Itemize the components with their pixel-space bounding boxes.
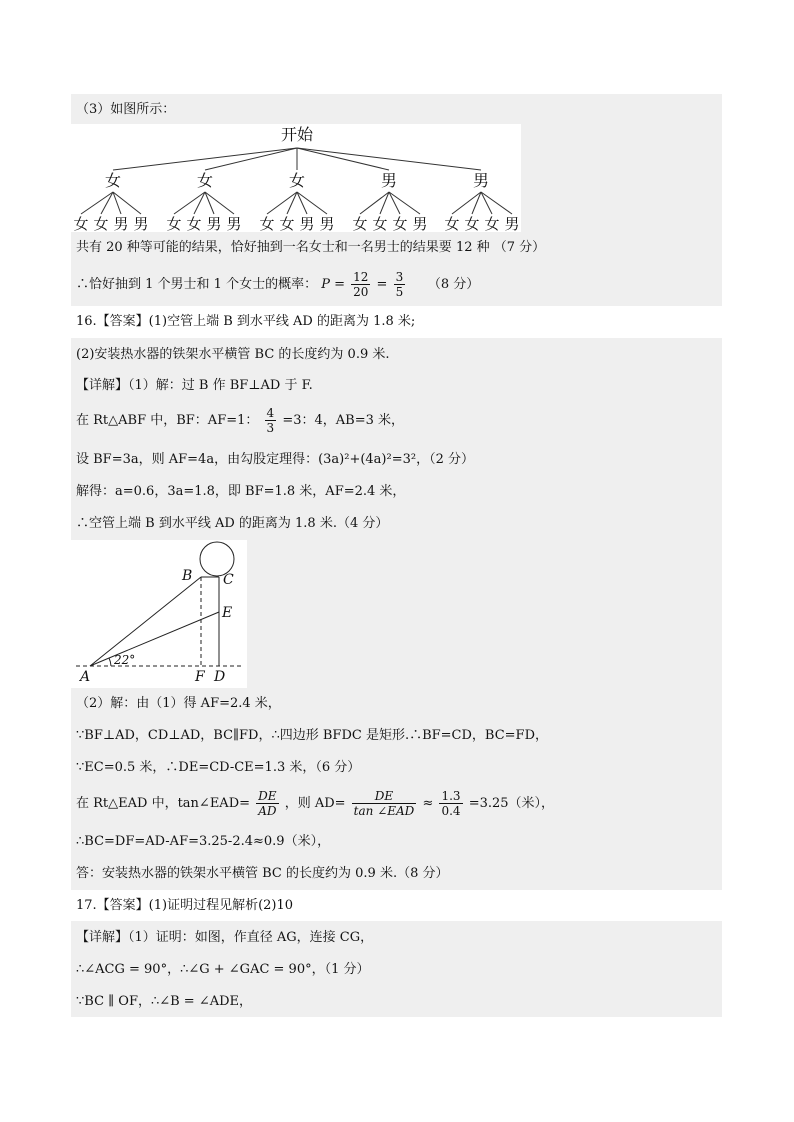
- tree-node: 女: [196, 171, 214, 190]
- tree-leaf: 女: [464, 215, 480, 232]
- q16-detail3: 设 BF=3a，则 AF=4a，由勾股定理得：(3a)²+(4a)²=3²，（2 分）: [76, 452, 474, 467]
- q16-detail11: 答：安装热水器的铁架水平横管 BC 的长度约为 0.9 米.（8 分）: [76, 866, 449, 881]
- tree-leaf: 男: [504, 215, 520, 232]
- tree-leaf: 女: [444, 215, 460, 232]
- q16-detail1: 【详解】（1）解：过 B 作 BF⊥AD 于 F.: [76, 378, 313, 393]
- tree-leaf: 男: [113, 215, 129, 232]
- q16-detail4: 解得：a=0.6，3a=1.8，即 BF=1.8 米，AF=2.4 米，: [76, 484, 406, 499]
- fraction: $\frac{DE}{AD}$: [258, 789, 277, 818]
- part3-probability: ∴恰好抽到 1 个男士和 1 个女士的概率： P = $\frac{12}{20}$ = $\frac{3}{5}$ （8 分）: [76, 270, 480, 299]
- tree-leaf: 男: [206, 215, 222, 232]
- label-c: C: [223, 572, 234, 588]
- q17-detail2: ∴∠ACG = 90°，∴∠G + ∠GAC = 90°，（1 分）: [76, 962, 370, 977]
- tree-leaf: 女: [279, 215, 295, 232]
- fraction: $\frac{3}{5}$: [395, 270, 404, 299]
- tree-leaf: 男: [319, 215, 335, 232]
- q16-detail9: 在 Rt△EAD 中，tan∠EAD= $\frac{DE}{AD}$ ，则 AD= $\frac{DE}{\text{tan ∠EAD}}$ ≈ $\frac{1.3}{0.4}$ =3.25（米），: [76, 789, 555, 818]
- q16-detail8: ∵EC=0.5 米，∴DE=CD-CE=1.3 米，（6 分）: [76, 760, 361, 775]
- q16-detail10: ∴BC=DF=AD-AF=3.25-2.4≈0.9（米），: [76, 834, 331, 849]
- q16-detail5: ∴空管上端 B 到水平线 AD 的距离为 1.8 米.（4 分）: [76, 516, 389, 531]
- tree-leaf: 女: [93, 215, 109, 232]
- tree-leaf: 男: [133, 215, 149, 232]
- label-d: D: [214, 669, 226, 685]
- fraction: $\frac{4}{3}$: [266, 406, 275, 435]
- fraction: $\frac{12}{20}$: [353, 270, 369, 299]
- label-a: A: [80, 669, 91, 685]
- q16-answer-line1: 16.【答案】(1)空管上端 B 到水平线 AD 的距离为 1.8 米;: [76, 314, 416, 329]
- tree-node: 女: [288, 171, 306, 190]
- fraction: $\frac{DE}{\text{tan ∠EAD}}$: [353, 789, 415, 818]
- tree-node: 男: [380, 171, 398, 190]
- label-b: B: [182, 568, 193, 584]
- tree-leaf: 女: [166, 215, 182, 232]
- tree-root: 开始: [280, 125, 314, 144]
- tree-leaf: 女: [259, 215, 275, 232]
- tree-node: 男: [472, 171, 490, 190]
- q17-answer: 17.【答案】(1)证明过程见解析(2)10: [76, 898, 294, 913]
- q16-detail2: 在 Rt△ABF 中，BF：AF=1： $\frac{4}{3}$ =3：4，AB=3 米，: [76, 406, 404, 435]
- tree-leaf: 女: [186, 215, 202, 232]
- q17-detail3: ∵BC ∥ OF，∴∠B = ∠ADE，: [76, 994, 253, 1009]
- tree-leaf: 女: [392, 215, 408, 232]
- tree-node: 女: [104, 171, 122, 190]
- prob-score: （8 分）: [427, 277, 480, 292]
- label-e: E: [222, 605, 233, 621]
- label-f: F: [195, 669, 205, 685]
- label-angle: 22°: [114, 653, 136, 667]
- tree-leaf: 女: [484, 215, 500, 232]
- q16-detail6: （2）解：由（1）得 AF=2.4 米，: [76, 696, 281, 711]
- prob-prefix: ∴恰好抽到 1 个男士和 1 个女士的概率：: [76, 277, 318, 292]
- tree-leaf: 女: [372, 215, 388, 232]
- tree-leaf: 男: [226, 215, 242, 232]
- tree-leaf: 女: [352, 215, 368, 232]
- fraction: $\frac{1.3}{0.4}$: [441, 789, 461, 818]
- prob-eq: =: [329, 277, 350, 292]
- geometry-figure: [71, 540, 247, 688]
- q17-detail1: 【详解】（1）证明：如图，作直径 AG，连接 CG，: [76, 930, 374, 945]
- q16-detail7: ∵BF⊥AD，CD⊥AD，BC∥FD，∴四边形 BFDC 是矩形.∴BF=CD，BC=FD，: [76, 728, 548, 743]
- part3-result: 共有 20 种等可能的结果，恰好抽到一名女士和一名男士的结果要 12 种 （7 分）: [76, 240, 546, 255]
- prob-symbol: P: [321, 277, 330, 292]
- tree-leaf: 女: [73, 215, 89, 232]
- tree-diagram: [71, 124, 521, 232]
- part3-heading: （3）如图所示：: [76, 102, 176, 117]
- q16-answer-line2: (2)安装热水器的铁架水平横管 BC 的长度约为 0.9 米.: [76, 347, 390, 362]
- tree-leaf: 男: [412, 215, 428, 232]
- tree-leaf: 男: [299, 215, 315, 232]
